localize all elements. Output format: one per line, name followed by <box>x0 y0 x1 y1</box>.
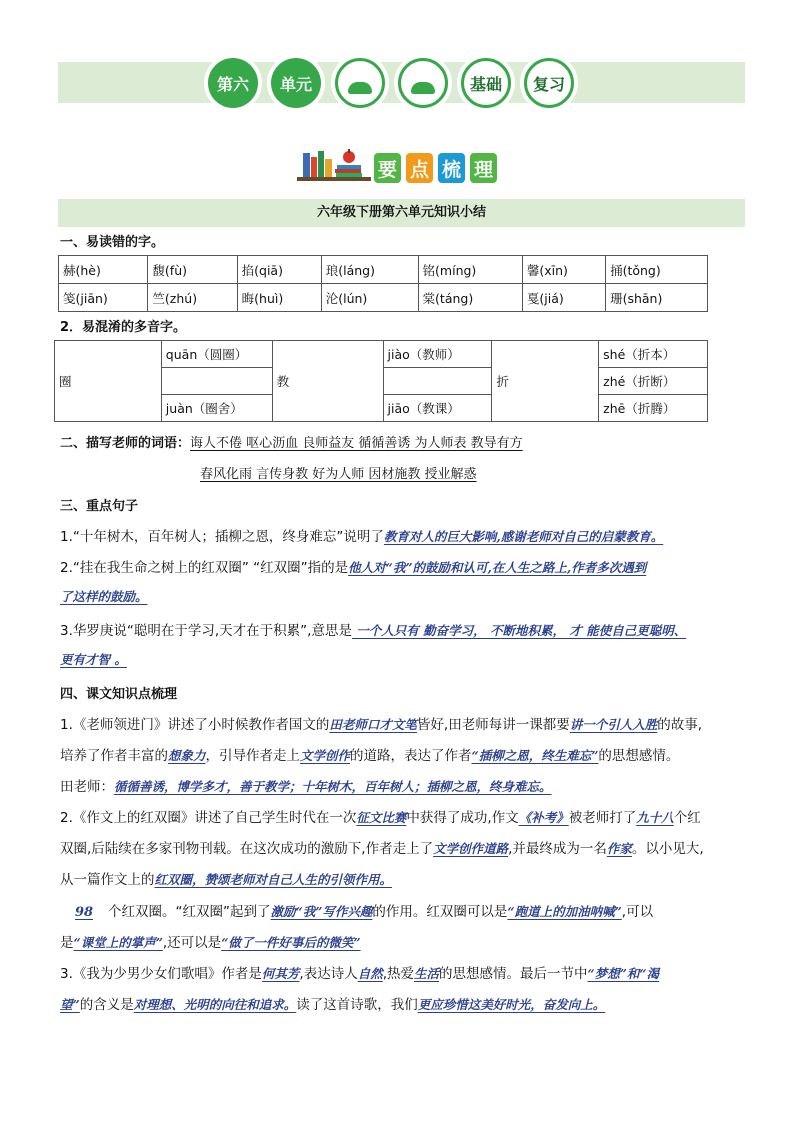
polyphone-table <box>54 340 708 422</box>
table-cell <box>383 368 492 395</box>
section-heading: 一、易读错的字。 <box>60 235 165 250</box>
section-heading: 2．易混淆的多音字。 <box>60 320 187 335</box>
teacher-words-line: 春风化雨 言传身教 好为人师 因材施教 授业解惑 <box>200 467 477 482</box>
paragraph-line: 望”的含义是对理想、光明的向往和追求。读了这首诗歌，我们更应珍惜这美好时光，奋发向上。 <box>60 997 606 1013</box>
table-cell: 琅(láng) <box>321 256 418 284</box>
table-cell: 竺(zhú) <box>148 284 237 312</box>
leaf-icon <box>411 82 435 94</box>
table-cell: jiào（教师） <box>383 341 492 368</box>
paragraph-line: 田老师：循循善诱，博学多才，善于教学；十年树木，百年树人；插柳之恩，终身难忘。 <box>60 779 552 795</box>
header-circle-6: 复习 <box>520 54 578 112</box>
books-icon <box>297 147 373 183</box>
table-cell: 沦(lún) <box>321 284 418 312</box>
table-cell: zhé（折断） <box>599 368 708 395</box>
paragraph-line: 双圈,后陆续在多家刊物刊载。在这次成功的激励下,作者走上了文学创作道路,并最终成为一名作家。以小见大, <box>60 841 704 857</box>
paragraph-line: 98 个红双圈。“红双圈”起到了激励“我”写作兴趣的作用。红双圈可以是“跑道上的加油呐喊”,可以 <box>74 904 654 920</box>
paragraph-line: 培养了作者丰富的想象力，引导作者走上文学创作的道路，表达了作者“插柳之恩，终生难忘”的思想感情。 <box>60 748 680 764</box>
table-cell: 笺(jiān) <box>59 284 148 312</box>
table-cell: 教 <box>272 341 383 422</box>
section-title-char: 要 <box>374 153 401 183</box>
paragraph-line: 3.华罗庚说“聪明在于学习,天才在于积累”,意思是 一个人只有 勤奋学习， 不断地积累， 才 能使自己更聪明、 <box>60 623 687 639</box>
table-cell: jiāo（教课） <box>383 395 492 422</box>
section-heading: 三、重点句子 <box>60 499 139 514</box>
paragraph-line: 是“课堂上的掌声”,还可以是“做了一件好事后的微笑” <box>60 935 361 951</box>
table-cell: quān（圆圈） <box>161 341 272 368</box>
table-cell: 珊(shān) <box>606 284 708 312</box>
paragraph-line: 1.“十年树木，百年树人；插柳之恩，终身难忘”说明了教育对人的巨大影响,感谢老师对自己的启蒙教育。 <box>60 529 664 545</box>
table-cell: 圈 <box>55 341 162 422</box>
section-title-char: 点 <box>406 153 433 183</box>
leaf-icon <box>348 82 372 94</box>
section-title-char: 理 <box>470 153 497 183</box>
table-cell: 捅(tǒng) <box>606 256 708 284</box>
header-circle-4 <box>394 54 452 112</box>
table-cell: 折 <box>492 341 599 422</box>
table-cell: shé（折本） <box>599 341 708 368</box>
paragraph-line: 2.“挂在我生命之树上的红双圈” “红双圈”指的是他人对“我”的鼓励和认可,在人生之路上,作者多次遇到 <box>60 560 647 576</box>
paragraph-line: 3.《我为少男少女们歌唱》作者是何其芳,表达诗人自然,热爱生活的思想感情。最后一节中“梦想”和“渴 <box>60 966 660 982</box>
table-cell: 赫(hè) <box>59 256 148 284</box>
section-heading: 四、课文知识点梳理 <box>60 687 178 702</box>
paragraph-line: 更有才智 。 <box>60 652 127 667</box>
table-cell <box>161 368 272 395</box>
table-cell: 馨(xīn) <box>522 256 605 284</box>
document-title: 六年级下册第六单元知识小结 <box>58 199 745 227</box>
header-circle-1: 第六 <box>204 54 262 112</box>
table-cell: 铭(míng) <box>418 256 522 284</box>
paragraph-line: 了这样的鼓励。 <box>60 589 148 604</box>
table-cell: 晦(huì) <box>237 284 321 312</box>
table-cell: 掐(qiā) <box>237 256 321 284</box>
section-title-char: 梳 <box>438 153 465 183</box>
table-cell: juàn（圈舍） <box>161 395 272 422</box>
paragraph-line: 2.《作文上的红双圈》讲述了自己学生时代在一次征文比赛中获得了成功,作文《补考》被老师打了九十八个红 <box>60 810 701 826</box>
table-cell: zhē（折腾） <box>599 395 708 422</box>
hard-characters-table <box>58 255 708 312</box>
paragraph-line: 从一篇作文上的红双圈，赞颂老师对自己人生的引领作用。 <box>60 872 393 888</box>
teacher-words-line: 二、描写老师的词语：诲人不倦 呕心沥血 良师益友 循循善诱 为人师表 教导有方 <box>60 436 523 451</box>
header-circle-5: 基础 <box>457 54 515 112</box>
header-circle-2: 单元 <box>267 54 325 112</box>
paragraph-line: 1.《老师领进门》讲述了小时候教作者国文的田老师口才文笔皆好,田老师每讲一课都要讲一个引人入胜的故事, <box>60 717 703 733</box>
table-cell: 馥(fù) <box>148 256 237 284</box>
header-circle-3 <box>331 54 389 112</box>
table-cell: 棠(táng) <box>418 284 522 312</box>
table-cell: 戛(jiá) <box>522 284 605 312</box>
